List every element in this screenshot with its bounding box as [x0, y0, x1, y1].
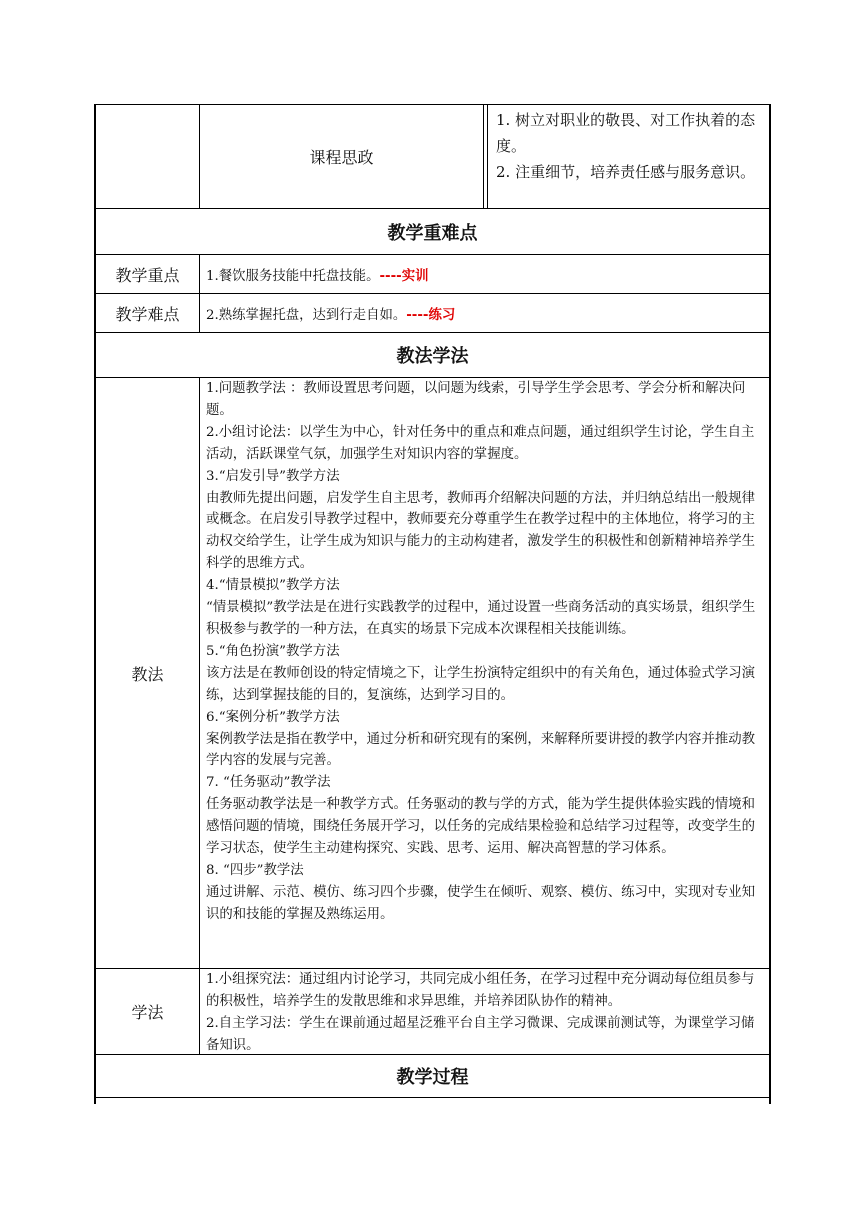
- method-line: “情景模拟”教学法是在进行实践教学的过程中，通过设置一些商务活动的真实场景，组织学生积极参与教学的一种方法，在真实的场景下完成本次课程相关技能训练。: [206, 600, 756, 637]
- key-point-tag: ----实训: [379, 268, 429, 284]
- method-line: 1.问题教学法 ：教师设置思考问题，以问题为线索，引导学生学会思考、学会分析和解决问题。: [206, 381, 746, 418]
- method-line: 6.“案例分析”教学方法: [206, 709, 340, 725]
- ideology-content: [488, 105, 769, 208]
- method-line: 由教师先提出问题，启发学生自主思考，教师再介绍解决问题的方法，并归纳总结出一般规律或概念。在启发引导教学过程中，教师要充分尊重学生在教学过程中的主体地位，将学习的主动权交给学生，让学生成为知识与能力的主动构建者，激发学生的积极性和创新精神培养学生科学的思维方式。: [206, 490, 756, 572]
- key-point-content: [200, 255, 769, 293]
- teaching-methods-label: 教法: [131, 664, 164, 684]
- learning-methods-content: [200, 969, 769, 1054]
- method-line: 7. “任务驱动”教学法: [206, 775, 331, 791]
- ideology-item: 2. 注重细节，培养责任感与服务意识。: [496, 163, 756, 181]
- learning-line: 2.自主学习法：学生在课前通过超星泛雅平台自主学习微课、完成课前测试等，为课堂学习储备知识。: [206, 1015, 755, 1053]
- section-header-key-difficult: 教学重难点: [387, 222, 478, 244]
- method-line: 2.小组讨论法：以学生为中心，针对任务中的重点和难点问题，通过组织学生讨论，学生自主活动，活跃课堂气氛，加强学生对知识内容的掌握度。: [206, 424, 755, 462]
- method-line: 该方法是在教师创设的特定情境之下，让学生扮演特定组织中的有关角色，通过体验式学习演练，达到掌握技能的目的，复演练，达到学习目的。: [206, 665, 756, 703]
- table-border-right: [769, 104, 771, 1104]
- ideology-item: 1. 树立对职业的敬畏、对工作执着的态度。: [496, 111, 756, 155]
- method-line: 8. “四步”教学法: [206, 862, 304, 878]
- learning-methods-label: 学法: [131, 1003, 164, 1022]
- table-rule: [95, 1097, 771, 1098]
- difficult-point-text: 2.熟练掌握托盘，达到行走自如。: [206, 307, 407, 323]
- teaching-methods-content: [200, 378, 769, 968]
- method-line: 任务驱动教学法是一种教学方式。任务驱动的教与学的方式，能为学生提供体验实践的情境和感悟问题的情境，围绕任务展开学习，以任务的完成结果检验和总结学习过程等，改变学生的学习状态，使学生主动建构探究、实践、思考、运用、解决高智慧的学习体系。: [206, 797, 756, 857]
- method-line: 通过讲解、示范、模仿、练习四个步骤，使学生在倾听、观察、模仿、练习中，实现对专业知识的和技能的掌握及熟练运用。: [206, 884, 756, 922]
- method-line: 5.“角色扮演”教学方法: [206, 643, 340, 659]
- learning-line: 1.小组探究法：通过组内讨论学习，共同完成小组任务，在学习过程中充分调动每位组员参与的积极性，培养学生的发散思维和求异思维，并培养团队协作的精神。: [206, 972, 755, 1009]
- method-line: 3.“启发引导”教学方法: [206, 468, 340, 484]
- difficult-point-content: [200, 294, 769, 332]
- column-divider: [483, 104, 484, 208]
- difficult-point-tag: ----练习: [406, 307, 456, 323]
- section-header-methods: 教法学法: [396, 346, 469, 367]
- method-line: 案例教学法是指在教学中，通过分析和研究现有的案例，来解释所要讲授的教学内容并推动教学内容的发展与完善。: [206, 731, 756, 769]
- section-header-process: 教学过程: [396, 1067, 469, 1088]
- difficult-point-label: 教学难点: [115, 304, 180, 324]
- method-line: 4.“情景模拟”教学方法: [206, 578, 340, 594]
- ideology-label: 课程思政: [309, 148, 374, 167]
- key-point-label: 教学重点: [115, 265, 180, 285]
- key-point-text: 1.餐饮服务技能中托盘技能。: [206, 268, 380, 284]
